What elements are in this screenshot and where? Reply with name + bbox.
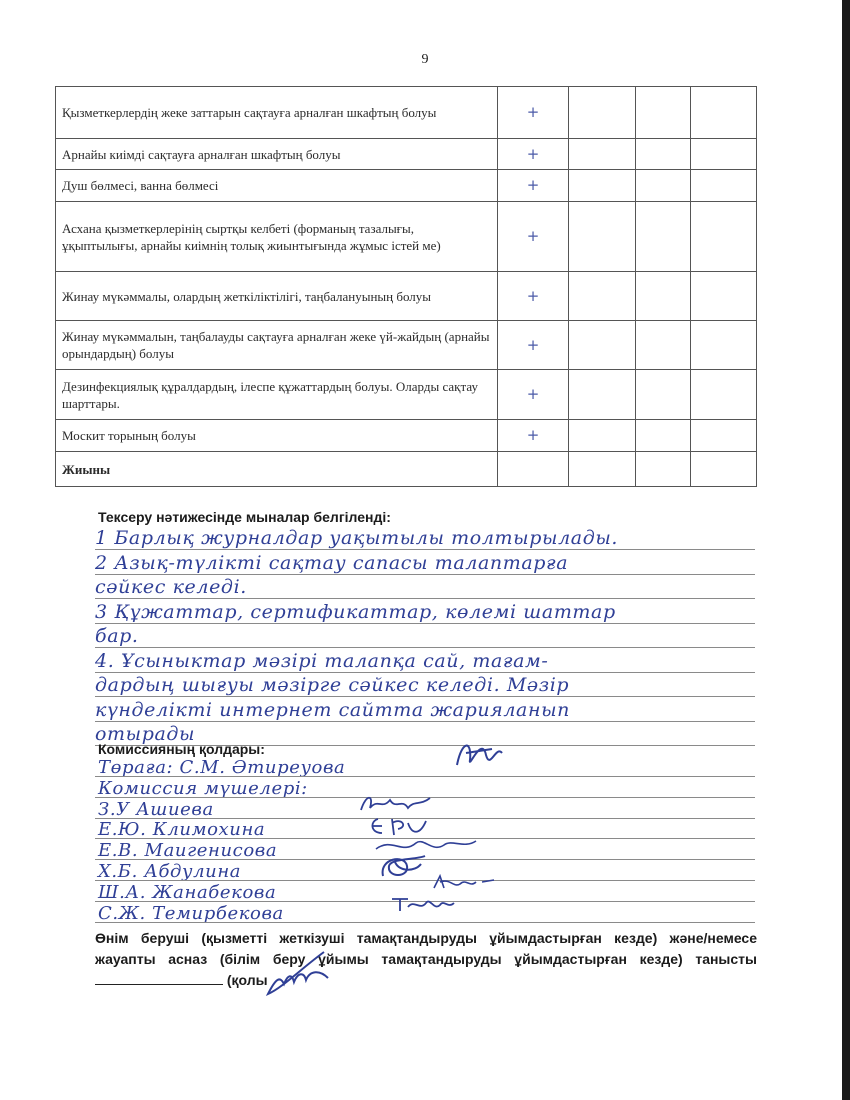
empty-cell: [569, 370, 636, 420]
empty-cell: [691, 170, 757, 202]
finding-line: сәйкес келеді.: [95, 576, 247, 598]
table-total-row: [56, 452, 757, 487]
empty-cell: [691, 452, 757, 487]
empty-cell: [569, 139, 636, 170]
criterion-cell: Арнайы киімді сақтауға арналған шкафтың болуы: [56, 139, 498, 170]
footer-statement: Өнім беруші (қызметті жеткізуші тамақтандыруды ұйымдастырған кезде) және/немесе жауапты асназ (білім беру ұйымы тамақтандыруды ұйымдастырған кезде) танысты: [95, 930, 757, 967]
criterion-cell: Душ бөлмесі, ванна бөлмесі: [56, 170, 498, 202]
table-row: [56, 370, 757, 420]
findings-title: Тексеру нәтижесінде мыналар белгіленді:: [98, 509, 391, 525]
footer-signature-blank: [95, 972, 223, 985]
ruled-line: [95, 549, 755, 550]
signature-line: Е.В. Маигенисова: [98, 840, 278, 862]
criterion-cell: Жинау мүкәммалын, таңбалауды сақтауға арналған жеке үй-жайдың (арнайы орындардың) болуы: [56, 321, 498, 370]
footer-suffix: (қолы: [226, 972, 268, 988]
empty-cell: [569, 170, 636, 202]
footer-text: [95, 928, 757, 991]
ruled-line: [95, 623, 755, 624]
empty-cell: [636, 87, 691, 139]
ruled-line: [95, 574, 755, 575]
criterion-cell: Қызметкерлердің жеке заттарын сақтауға арналған шкафтың болуы: [56, 87, 498, 139]
mark-cell: +: [498, 170, 569, 202]
signature-line: Е.Ю. Климохина: [98, 819, 266, 841]
empty-cell: [691, 202, 757, 272]
empty-cell: [691, 420, 757, 452]
table-row: [56, 272, 757, 321]
empty-cell: [569, 272, 636, 321]
empty-cell: [636, 272, 691, 321]
ruled-line: [95, 672, 755, 673]
page-number: 9: [421, 52, 429, 67]
page-edge: [842, 0, 850, 1100]
empty-cell: [636, 370, 691, 420]
mark-cell: +: [498, 87, 569, 139]
finding-line: отырады: [95, 723, 196, 745]
table-row: [56, 170, 757, 202]
mark-cell: +: [498, 321, 569, 370]
mark-cell: +: [498, 139, 569, 170]
signature-temirbekova-icon: [388, 893, 458, 915]
finding-line: бар.: [95, 625, 139, 647]
criterion-cell: Жинау мүкәммалы, олардың жеткіліктілігі, таңбалануының болуы: [56, 272, 498, 321]
ruled-line: [95, 647, 755, 648]
mark-cell: +: [498, 202, 569, 272]
empty-cell: [569, 87, 636, 139]
ruled-line: [95, 721, 755, 722]
empty-cell: [691, 370, 757, 420]
signature-line: Төраға: С.М. Әтиреуова: [98, 757, 346, 778]
mark-cell: +: [498, 272, 569, 321]
table-row: [56, 139, 757, 170]
total-label: Жиыны: [56, 452, 498, 487]
empty-cell: [636, 170, 691, 202]
criterion-cell: Москит торының болуы: [56, 420, 498, 452]
empty-cell: [636, 202, 691, 272]
signature-line: Комиссия мүшелері:: [98, 777, 308, 799]
table-row: [56, 420, 757, 452]
finding-line: 1 Барлық журналдар уақытылы толтырылады.: [95, 527, 619, 549]
table-row: [56, 321, 757, 370]
ruled-line: [95, 696, 755, 697]
table-row: [56, 202, 757, 272]
empty-cell: [636, 139, 691, 170]
mark-cell: +: [498, 370, 569, 420]
finding-line: күнделікті интернет сайтта жарияланып: [95, 698, 570, 721]
finding-line: 3 Құжаттар, сертификаттар, көлемі шаттар: [95, 600, 616, 623]
ruled-line: [95, 776, 755, 777]
finding-line: 2 Азық-түлікті сақтау сапасы талаптарға: [95, 551, 569, 574]
finding-line: дардың шығуы мәзірге сәйкес келеді. Мәзір: [95, 674, 570, 696]
empty-cell: [691, 272, 757, 321]
empty-cell: [569, 452, 636, 487]
signature-line: З.У Ашиева: [98, 798, 214, 820]
footer-signature-icon: [262, 948, 342, 1000]
ruled-line: [95, 922, 755, 923]
finding-line: 4. Ұсыныктар мәзірі талапқа сай, тағам-: [95, 649, 549, 672]
checklist-table: [55, 86, 757, 487]
empty-cell: [636, 420, 691, 452]
signature-line: С.Ж. Темирбекова: [98, 902, 284, 924]
empty-cell: [691, 139, 757, 170]
signatures-title: Комиссияның қолдары:: [98, 741, 265, 757]
total-mark-cell: [498, 452, 569, 487]
mark-cell: +: [498, 420, 569, 452]
signature-line: Ш.А. Жанабекова: [98, 881, 277, 903]
empty-cell: [569, 202, 636, 272]
criterion-cell: Асхана қызметкерлерінің сыртқы келбеті (форманың тазалығы, ұқыптылығы, арнайы киімнің толық жиынтығында жұмыс істей ме): [56, 202, 498, 272]
ruled-line: [95, 598, 755, 599]
empty-cell: [636, 452, 691, 487]
table-row: [56, 87, 757, 139]
empty-cell: [569, 420, 636, 452]
signature-zhanabekova-icon: [430, 872, 500, 894]
chair-signature-icon: [452, 735, 512, 775]
empty-cell: [691, 321, 757, 370]
empty-cell: [636, 321, 691, 370]
empty-cell: [569, 321, 636, 370]
signature-line: Х.Б. Абдулина: [98, 861, 242, 882]
empty-cell: [691, 87, 757, 139]
criterion-cell: Дезинфекциялық құралдардың, ілеспе құжаттардың болуы. Оларды сақтау шарттары.: [56, 370, 498, 420]
